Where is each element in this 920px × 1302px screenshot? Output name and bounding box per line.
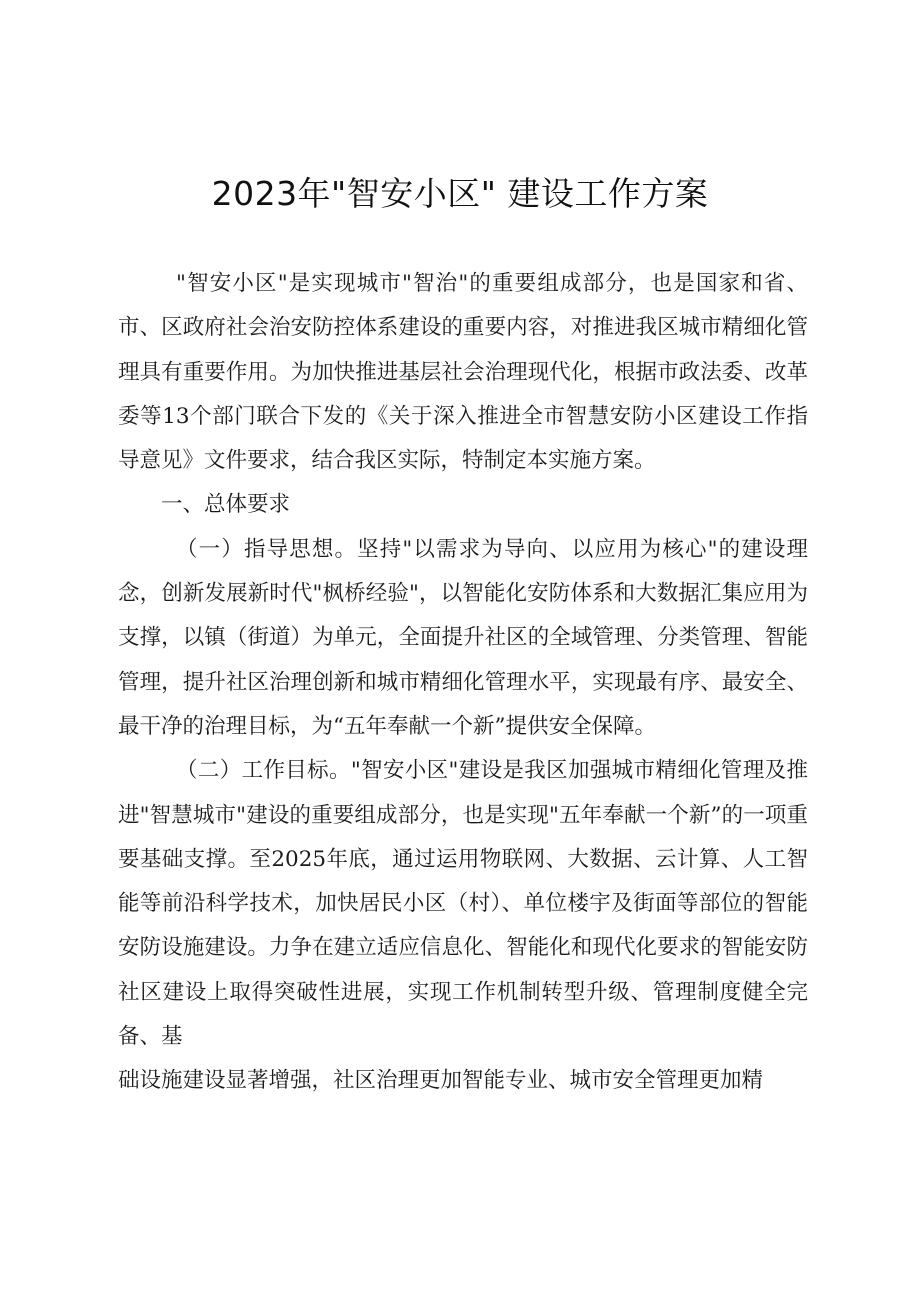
intro-paragraph: "智安小区"是实现城市"智治"的重要组成部分，也是国家和省、市、区政府社会治安防控体系建设的重要内容，对推进我区城市精细化管理具有重要作用。为加快推进基层社会治理现代化，根据市政法委、改革委等13个部门联合下发的《关于深入推进全市智慧安防小区建设工作指导意见》文件要求，结合我区实际，特制定本实施方案。	[118, 271, 808, 474]
work-goals-paragraph: （二）工作目标。"智安小区"建设是我区加强城市精细化管理及推进"智慧城市"建设的重要组成部分，也是实现"五年奉献一个新”的一项重要基础支撑。至2025年底，通过运用物联网、大数据、云计算、人工智能等前沿科学技术，加快居民小区（村）、单位楼宇及街面等部位的智能安防设施建设。力争在建立适应信息化、智能化和现代化要求的智能安防社区建设上取得突破性进展，实现工作机制转型升级、管理制度健全完备、基	[118, 758, 808, 1050]
continuation-paragraph: 础设施建设显著增强，社区治理更加智能专业、城市安全管理更加精	[118, 1068, 764, 1094]
section-heading-general-requirements: 一、总体要求	[161, 492, 291, 518]
guiding-ideology-paragraph: （一）指导思想。坚持"以需求为导向、以应用为核心"的建设理念，创新发展新时代"枫桥经验"，以智能化安防体系和大数据汇集应用为支撑，以镇（街道）为单元，全面提升社区的全域管理、分类管理、智能管理，提升社区治理创新和城市精细化管理水平，实现最有序、最安全、最干净的治理目标，为“五年奉献一个新”提供安全保障。	[118, 536, 808, 739]
document-body	[118, 262, 808, 1104]
document-title: 2023年"智安小区" 建设工作方案	[211, 174, 709, 213]
